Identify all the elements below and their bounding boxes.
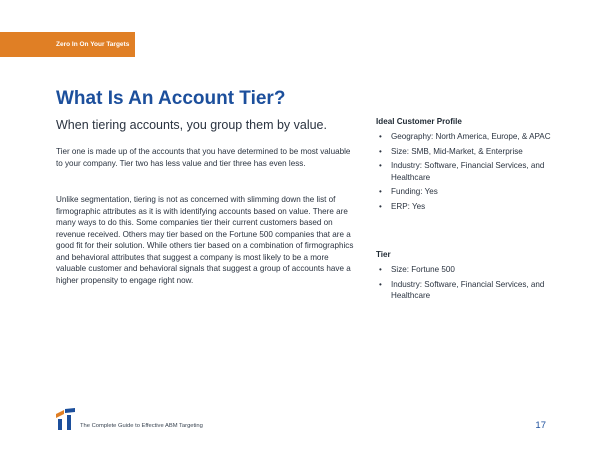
bullet-icon: • xyxy=(379,265,382,274)
list-item xyxy=(376,131,566,143)
body-paragraph: Unlike segmentation, tiering is not as concerned with slimming down the list of firmographic attributes as it is with identifying accounts based on value. There are many ways to do this. Some companies tier their current customers based on revenue received. Others may tier based on the Fortune 500 companies that are a good fit for their solution. While others tier based on a combination of firmographics and behavioral attributes that suggest a company is most likely to be a more valuable customer and behavioral signals that suggest a group of accounts have a higher propensity to engage right now. xyxy=(56,195,354,285)
tier-panel xyxy=(376,249,566,305)
list-item-text: Size: SMB, Mid-Market, & Enterprise xyxy=(391,146,523,156)
list-item-text: Industry: Software, Financial Services, and Healthcare xyxy=(391,161,545,182)
tier-heading: Tier xyxy=(376,250,391,259)
list-item-text: Industry: Software, Financial Services, and Healthcare xyxy=(391,279,545,300)
bullet-icon: • xyxy=(379,132,382,141)
list-item xyxy=(376,146,566,158)
section-tab xyxy=(0,32,135,57)
page-number: 17 xyxy=(535,420,546,431)
list-item xyxy=(376,279,566,302)
bullet-icon: • xyxy=(379,161,382,170)
ideal-customer-profile-heading: Ideal Customer Profile xyxy=(376,117,462,126)
list-item xyxy=(376,160,566,183)
ideal-customer-profile-list xyxy=(376,131,566,212)
page-title: What Is An Account Tier? xyxy=(56,88,286,109)
list-item-text: ERP: Yes xyxy=(391,201,426,211)
bullet-icon: • xyxy=(379,187,382,196)
bullet-icon: • xyxy=(379,146,382,156)
list-item xyxy=(376,186,566,198)
list-item-text: Funding: Yes xyxy=(391,187,438,196)
bar-chart-logo-icon xyxy=(56,408,76,430)
page-subtitle: When tiering accounts, you group them by value. xyxy=(56,118,327,132)
tier-list xyxy=(376,264,566,302)
list-item xyxy=(376,201,566,213)
list-item-text: Geography: North America, Europe, & APAC xyxy=(391,132,551,141)
list-item xyxy=(376,264,566,276)
bullet-icon: • xyxy=(379,201,382,211)
ideal-customer-profile-panel xyxy=(376,116,566,215)
bullet-icon: • xyxy=(379,279,382,289)
section-tab-label: Zero In On Your Targets xyxy=(56,41,130,48)
footer-document-title: The Complete Guide to Effective ABM Targeting xyxy=(80,423,203,429)
body-paragraph: Tier one is made up of the accounts that you have determined to be most valuable to your company. Tier two has less value and tier three has even less. xyxy=(56,147,351,168)
list-item-text: Size: Fortune 500 xyxy=(391,265,455,274)
